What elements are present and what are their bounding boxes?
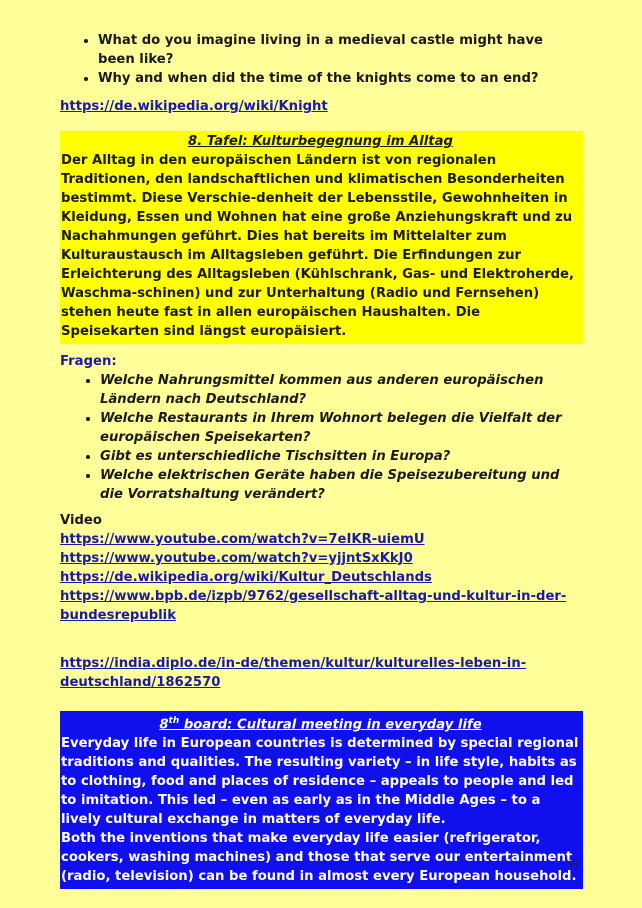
english-box-title (61, 712, 580, 734)
list-item: • Welche Restaurants in Ihrem Wohnort belegen die Vielfalt der europäischen Speisekarten? (100, 409, 583, 447)
video-label: Video (60, 513, 102, 528)
list-item: • Why and when did the time of the knights come to an end? (98, 69, 583, 88)
german-culture-box (60, 131, 583, 344)
page-number: 11 (567, 855, 580, 870)
fragen-list (60, 371, 583, 504)
list-item: • Gibt es unterschiedliche Tischsitten in Europa? (100, 447, 583, 466)
title-superscript: th (168, 716, 180, 726)
list-item: • Welche elektrischen Geräte haben die Speisezubereitung und die Vorratshaltung verändert? (100, 466, 583, 504)
german-box-title: 8. Tafel: Kulturbegegnung im Alltag (188, 134, 453, 149)
india-diplo-link[interactable]: https://india.diplo.de/in-de/themen/kultur/kulturelles-leben-in-deutschland/1862570 (60, 656, 527, 690)
bpb-link[interactable]: https://www.bpb.de/izpb/9762/gesellschaft-alltag-und-kultur-in-der-bundesrepublik (60, 589, 567, 623)
fragen-label: Fragen: (60, 354, 117, 369)
title-number: 8 (159, 717, 169, 733)
document-page (60, 26, 583, 889)
youtube-link-1[interactable]: https://www.youtube.com/watch?v=7eIKR-uiemU (60, 532, 425, 547)
knight-question-list (60, 31, 583, 88)
english-box-paragraph-1: Everyday life in European countries is determined by special regional traditions and qualities. The resulting variety – in life style, habits as to clothing, food and places of residence – appeals to people and led to imitation. This led – even as early as in the Middle Ages – to a lively cultural exchange in matters of everyday life. (61, 736, 579, 828)
german-box-body: Der Alltag in den europäischen Ländern ist von regionalen Traditionen, den landschaftlichen und klimatischen Besonderheiten bestimmt. Diese Verschie-denheit der Lebensstile, Gewohnheiten in Kleidung, Essen und Wohnen hat eine große Anziehungskraft und zu Nachahmungen geführt. Dies hat bereits im Mittelalter zum Kulturaustausch im Alltagsleben geführt. Die Erfindungen zur Erleichterung des Alltagsleben (Kühlschrank, Gas- und Elektroherde, Waschma-schinen) und zur Unterhaltung (Radio und Fernsehen) stehen heute fast in allen europäischen Haushalten. Die Speisekarten sind längst europäisiert. (61, 153, 574, 339)
spacer (60, 625, 583, 654)
wikipedia-kultur-link[interactable]: https://de.wikipedia.org/wiki/Kultur_Deutschlands (60, 570, 432, 585)
youtube-link-2[interactable]: https://www.youtube.com/watch?v=yjjntSxKkJ0 (60, 551, 413, 566)
list-item: • What do you imagine living in a medieval castle might have been like? (98, 31, 583, 69)
english-box-paragraph-2: Both the inventions that make everyday life easier (refrigerator, cookers, washing machines) and those that serve our entertainment (radio, television) can be found in almost every European household. (61, 831, 577, 885)
list-item: • Welche Nahrungsmittel kommen aus anderen europäischen Ländern nach Deutschland? (100, 371, 583, 409)
english-culture-box (60, 711, 583, 889)
title-text: board: Cultural meeting in everyday life (179, 717, 482, 733)
wikipedia-knight-link[interactable]: https://de.wikipedia.org/wiki/Knight (60, 99, 328, 114)
